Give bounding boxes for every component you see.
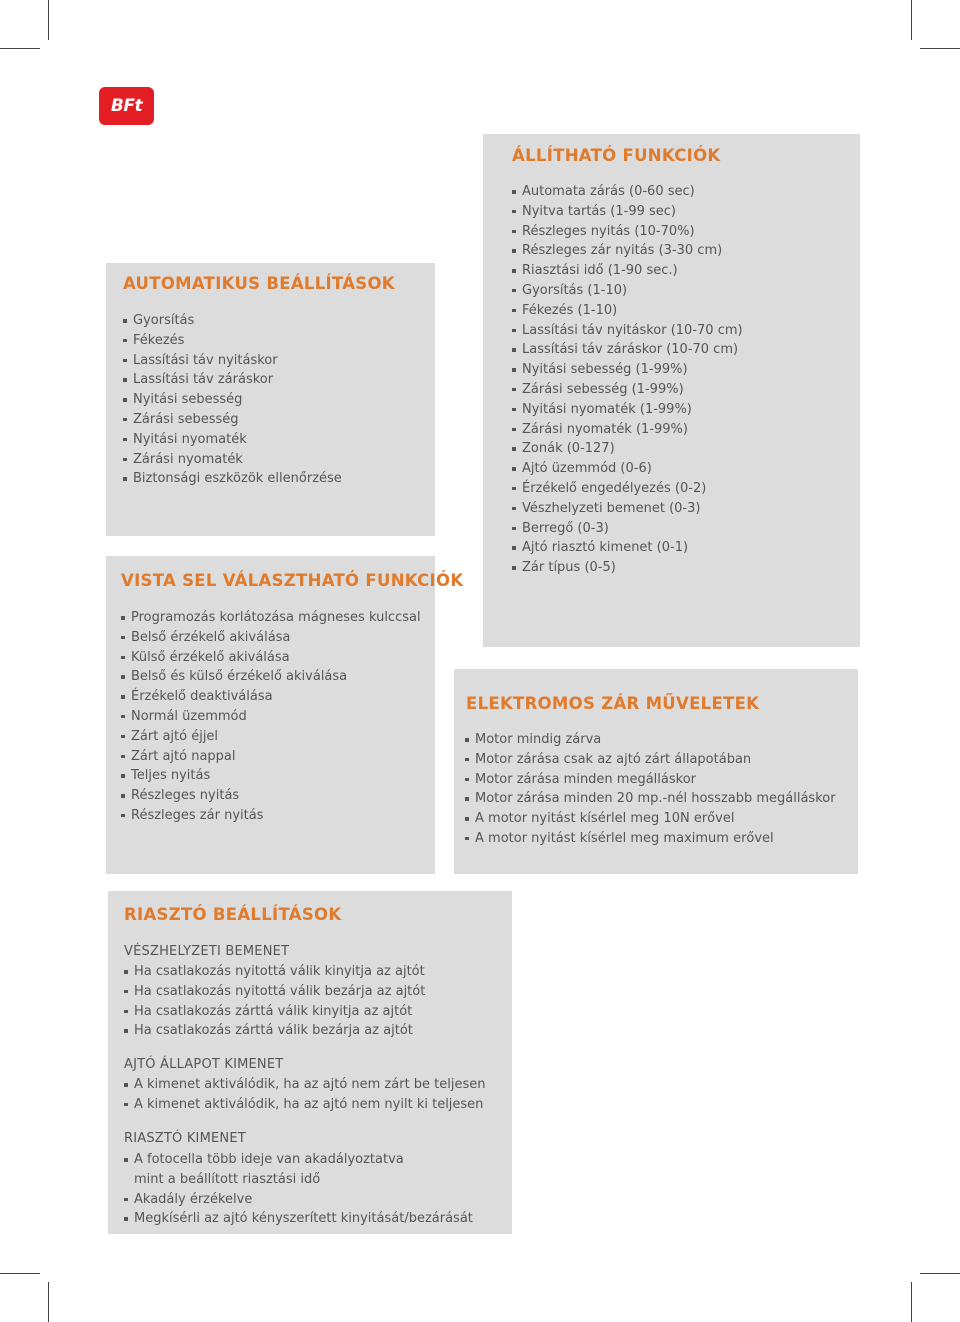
list-item: Motor mindig zárva bbox=[465, 730, 836, 750]
list-item: Fékezés bbox=[123, 331, 342, 351]
list-item: Érzékelő deaktiválása bbox=[121, 687, 421, 707]
list-item: Részleges zár nyitás (3-30 cm) bbox=[512, 241, 743, 261]
automatikus-title: AUTOMATIKUS BEÁLLÍTÁSOK bbox=[123, 274, 395, 293]
elektromos-title: ELEKTROMOS ZÁR MŰVELETEK bbox=[466, 694, 760, 713]
list-item: Ha csatlakozás zárttá válik kinyitja az ajtót bbox=[124, 1002, 425, 1022]
list-item: Normál üzemmód bbox=[121, 707, 421, 727]
list-item: A kimenet aktiválódik, ha az ajtó nem zárt be teljesen bbox=[124, 1075, 486, 1095]
list-item: Ajtó riasztó kimenet (0-1) bbox=[512, 538, 743, 558]
list-item: Berregő (0-3) bbox=[512, 519, 743, 539]
list-item: Részleges nyitás (10-70%) bbox=[512, 222, 743, 242]
list-item: Programozás korlátozása mágneses kulccsal bbox=[121, 608, 421, 628]
list-item: Automata zárás (0-60 sec) bbox=[512, 182, 743, 202]
crop-mark bbox=[911, 0, 912, 40]
list-item: Lassítási táv nyitáskor bbox=[123, 351, 342, 371]
list-item: Zárt ajtó nappal bbox=[121, 747, 421, 767]
list-item: Gyorsítás bbox=[123, 311, 342, 331]
list-item: Zár típus (0-5) bbox=[512, 558, 743, 578]
list-item: Biztonsági eszközök ellenőrzése bbox=[123, 469, 342, 489]
list-item: Lassítási táv záráskor (10-70 cm) bbox=[512, 340, 743, 360]
list-item: Zárt ajtó éjjel bbox=[121, 727, 421, 747]
list-item: Motor zárása csak az ajtó zárt állapotában bbox=[465, 750, 836, 770]
allapot-list bbox=[124, 1075, 486, 1115]
list-item: Motor zárása minden megálláskor bbox=[465, 770, 836, 790]
list-item: A kimenet aktiválódik, ha az ajtó nem nyilt ki teljesen bbox=[124, 1095, 486, 1115]
list-item: Lassítási táv záráskor bbox=[123, 370, 342, 390]
list-item: A motor nyitást kísérlel meg 10N erővel bbox=[465, 809, 836, 829]
list-item: Érzékelő engedélyezés (0-2) bbox=[512, 479, 743, 499]
crop-mark bbox=[911, 1282, 912, 1322]
list-item: Akadály érzékelve bbox=[124, 1190, 424, 1210]
list-item: A motor nyitást kísérlel meg maximum erővel bbox=[465, 829, 836, 849]
list-item: Fékezés (1-10) bbox=[512, 301, 743, 321]
crop-mark bbox=[48, 0, 49, 40]
list-item: Nyitási nyomaték bbox=[123, 430, 342, 450]
crop-mark bbox=[0, 1273, 40, 1274]
list-item: A fotocella több ideje van akadályoztatva mint a beállított riasztási idő bbox=[124, 1150, 424, 1190]
list-item: Nyitási sebesség bbox=[123, 390, 342, 410]
list-item: Zonák (0-127) bbox=[512, 439, 743, 459]
list-item: Részleges nyitás bbox=[121, 786, 421, 806]
list-item: Ajtó üzemmód (0-6) bbox=[512, 459, 743, 479]
automatikus-list bbox=[123, 311, 342, 489]
crop-mark bbox=[920, 48, 960, 49]
riaszto-title: RIASZTÓ BEÁLLÍTÁSOK bbox=[124, 905, 342, 924]
list-item: Zárási sebesség bbox=[123, 410, 342, 430]
kimenet-list bbox=[124, 1150, 473, 1229]
list-item: Riasztási idő (1-90 sec.) bbox=[512, 261, 743, 281]
list-item: Motor zárása minden 20 mp.-nél hosszabb megálláskor bbox=[465, 789, 836, 809]
list-item: Megkísérli az ajtó kényszerített kinyitását/bezárását bbox=[124, 1209, 424, 1229]
list-item: Zárási nyomaték bbox=[123, 450, 342, 470]
list-item: Részleges zár nyitás bbox=[121, 806, 421, 826]
list-item: Nyitási sebesség (1-99%) bbox=[512, 360, 743, 380]
vista-list bbox=[121, 608, 421, 826]
crop-mark bbox=[0, 48, 40, 49]
vesz-list bbox=[124, 962, 425, 1041]
allapot-subtitle: AJTÓ ÁLLAPOT KIMENET bbox=[124, 1057, 284, 1072]
list-item: Zárási sebesség (1-99%) bbox=[512, 380, 743, 400]
list-item: Zárási nyomaték (1-99%) bbox=[512, 420, 743, 440]
crop-mark bbox=[48, 1282, 49, 1322]
list-item: Ha csatlakozás zárttá válik bezárja az ajtót bbox=[124, 1021, 425, 1041]
list-item: Külső érzékelő akiválása bbox=[121, 648, 421, 668]
list-item: Nyitási nyomaték (1-99%) bbox=[512, 400, 743, 420]
bft-logo bbox=[99, 87, 154, 125]
allithato-list bbox=[512, 182, 743, 578]
list-item: Nyitva tartás (1-99 sec) bbox=[512, 202, 743, 222]
crop-mark bbox=[920, 1273, 960, 1274]
list-item: Ha csatlakozás nyitottá válik kinyitja az ajtót bbox=[124, 962, 425, 982]
vesz-subtitle: VÉSZHELYZETI BEMENET bbox=[124, 944, 290, 959]
vista-title: VISTA SEL VÁLASZTHATÓ FUNKCIÓK bbox=[121, 571, 464, 590]
list-item: Teljes nyitás bbox=[121, 766, 421, 786]
list-item: Belső és külső érzékelő akiválása bbox=[121, 667, 421, 687]
kimenet-subtitle: RIASZTÓ KIMENET bbox=[124, 1131, 246, 1146]
list-item: Vészhelyzeti bemenet (0-3) bbox=[512, 499, 743, 519]
list-item: Gyorsítás (1-10) bbox=[512, 281, 743, 301]
logo-text: BFt bbox=[110, 96, 143, 116]
elektromos-list bbox=[465, 730, 836, 849]
list-item: Ha csatlakozás nyitottá válik bezárja az ajtót bbox=[124, 982, 425, 1002]
allithato-title: ÁLLÍTHATÓ FUNKCIÓK bbox=[512, 146, 721, 165]
list-item: Lassítási táv nyitáskor (10-70 cm) bbox=[512, 321, 743, 341]
list-item: Belső érzékelő akiválása bbox=[121, 628, 421, 648]
